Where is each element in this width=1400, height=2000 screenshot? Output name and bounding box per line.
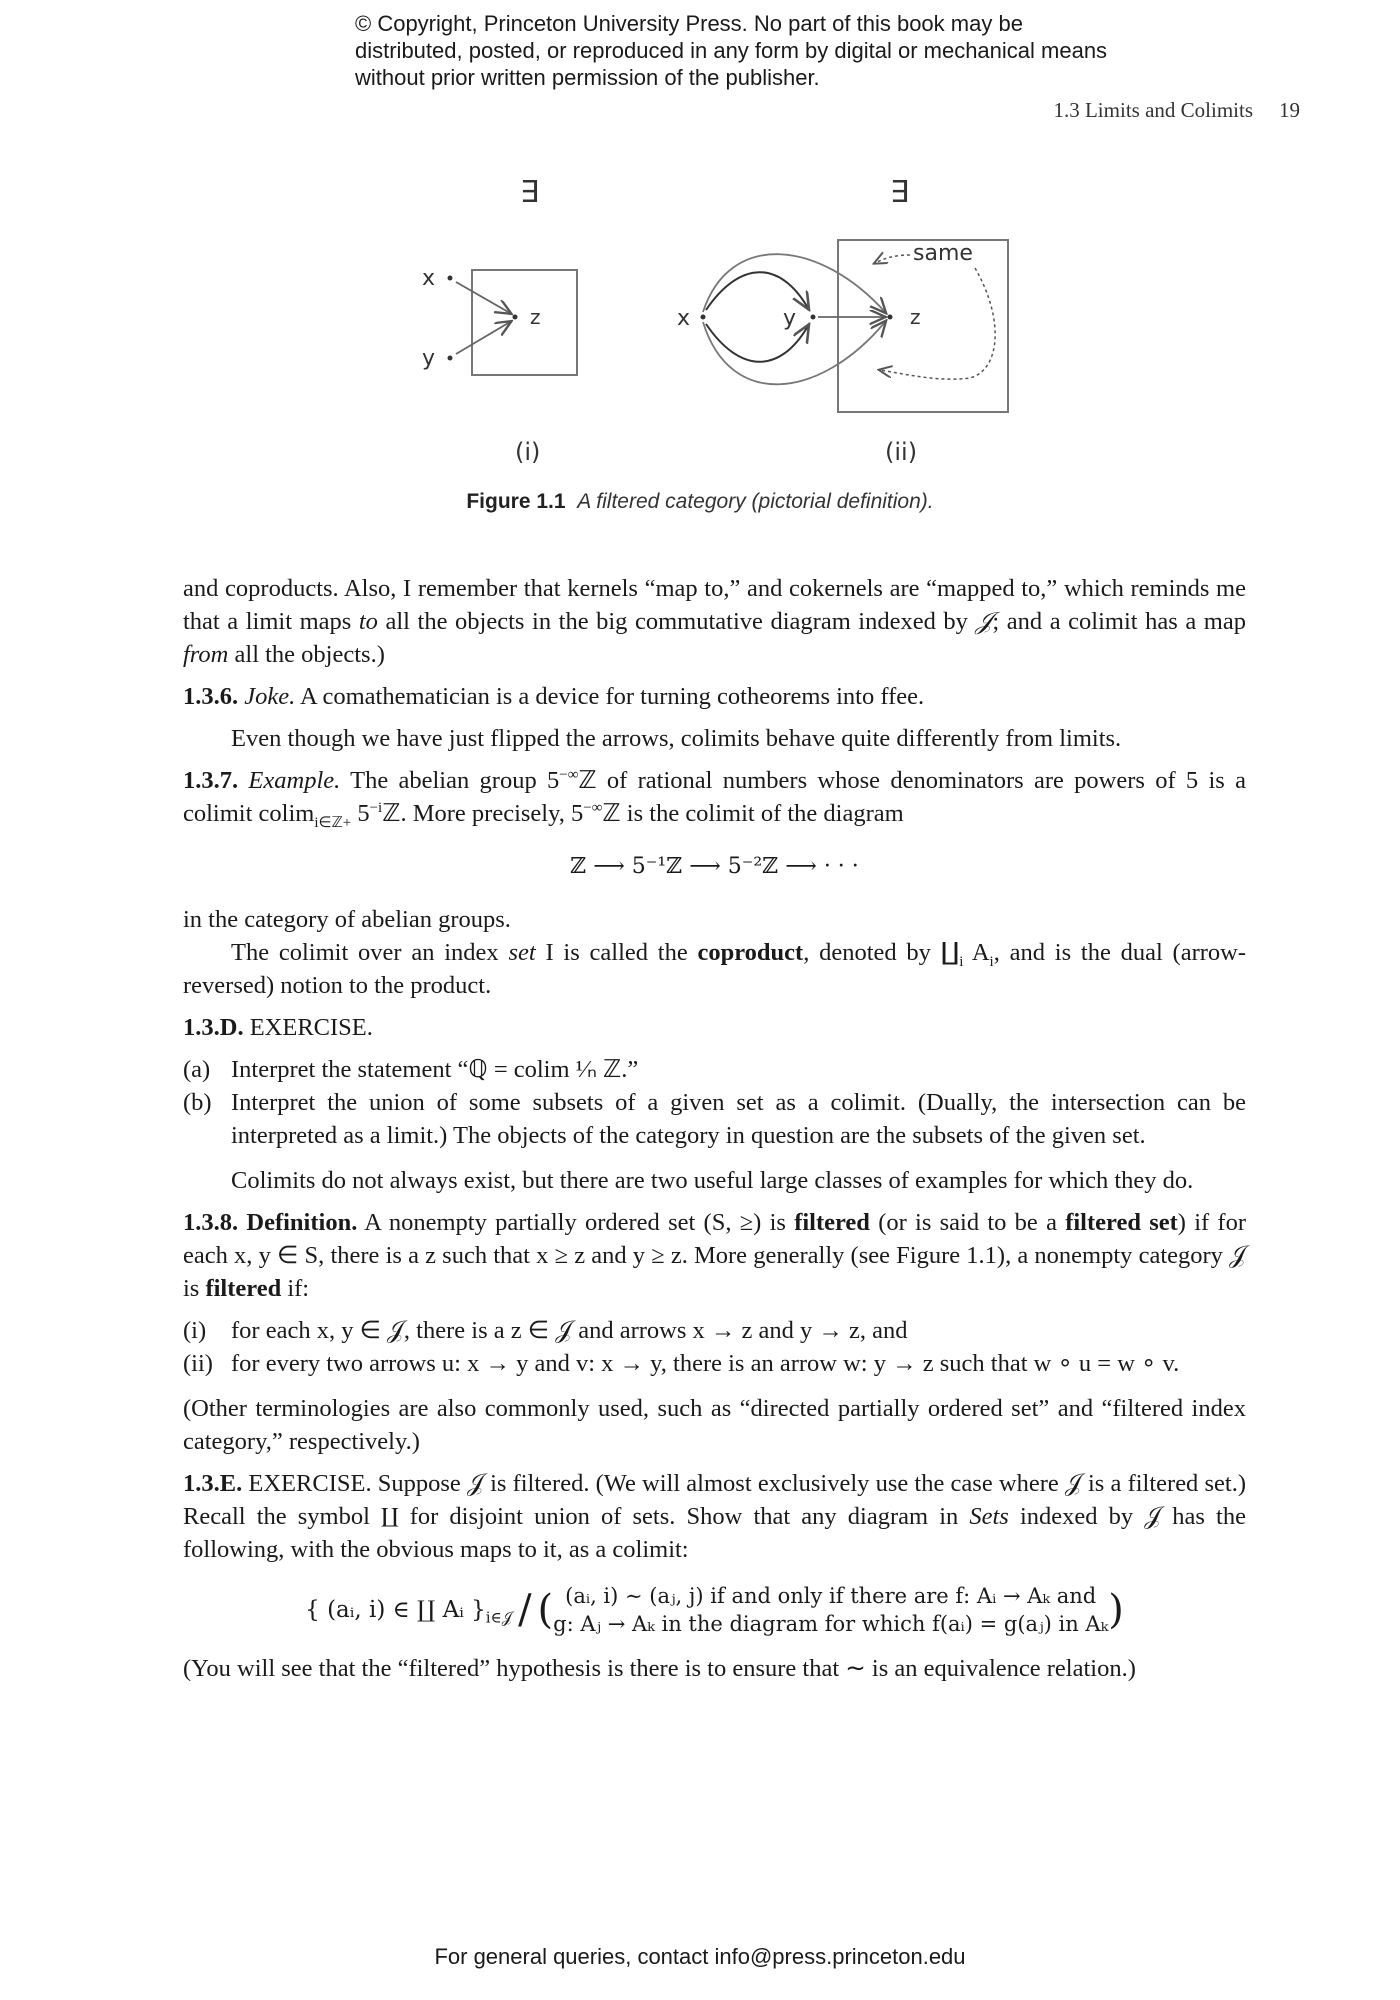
paragraph-flipped-arrows: Even though we have just flipped the arrows, colimits behave quite differently from limits. xyxy=(231,725,1122,752)
paragraph-kernels: and coproducts. Also, I remember that kernels “map to,” and cokernels are “mapped to,” which reminds me that a limit maps to all the objects in the big commutative diagram indexed by 𝒥; and a colimit has a map from all the objects.) xyxy=(183,575,1246,668)
colimit-formula xyxy=(183,1582,1246,1638)
point-z-ii xyxy=(888,315,893,320)
exercise-item-b: (b) Interpret the union of some subsets of a given set as a colimit. (Dually, the intersection can be interpreted as a limit.) The objects of the category in question are the subsets of the given set. xyxy=(183,1089,1246,1149)
figure-caption xyxy=(0,490,1400,514)
figure-drawing xyxy=(380,160,1020,480)
definition-1-3-8: 1.3.8. Definition. A nonempty partially ordered set (S, ≥) is filtered (or is said to be a filtered set) if for each x, y ∈ S, there is a z such that x ≥ z and y ≥ z. More generally (see Figure 1.1), a nonempty category 𝒥 is filtered if: xyxy=(183,1209,1246,1302)
point-z-i xyxy=(513,315,518,320)
z-box-i xyxy=(472,270,577,375)
paragraph-filtered-hypothesis: (You will see that the “filtered” hypothesis is there is to ensure that ∼ is an equivalence relation.) xyxy=(183,1655,1136,1682)
label-z-ii: z xyxy=(910,305,921,329)
figure-caption-text: A filtered category (pictorial definition). xyxy=(577,490,934,513)
footer-contact: For general queries, contact info@press.princeton.edu xyxy=(434,1944,966,1969)
point-x-ii xyxy=(701,315,706,320)
arrow-wv xyxy=(703,322,885,384)
colimit-diagram: ℤ ⟶ 5⁻¹ℤ ⟶ 5⁻²ℤ ⟶ · · · xyxy=(570,854,859,879)
point-y-i xyxy=(448,356,453,361)
exercise-1-3-D: 1.3.D. EXERCISE. xyxy=(183,1014,373,1041)
copyright-notice: © Copyright, Princeton University Press. No part of this book may be distributed, posted, or reproduced in any form by digital or mechanical means without prior written permission of the publisher. xyxy=(355,11,1108,90)
paragraph-joke: 1.3.6. Joke. A comathematician is a device for turning cotheorems into ffee. xyxy=(183,683,925,710)
formula-paren-close: ) xyxy=(1108,1586,1124,1633)
arrow-y-to-z-i xyxy=(456,322,510,354)
section-title: 1.3 Limits and Colimits xyxy=(1053,98,1253,122)
same-label: same xyxy=(913,241,973,266)
exists-symbol-ii: ∃ xyxy=(890,175,909,210)
paragraph-colimits-exist: Colimits do not always exist, but there are two useful large classes of examples for which they do. xyxy=(231,1167,1194,1194)
label-y-i: y xyxy=(422,346,436,371)
point-x-i xyxy=(448,276,453,281)
same-dashed-arrow-top xyxy=(875,255,910,263)
label-y-ii: y xyxy=(783,306,797,331)
paragraph-example: 1.3.7. Example. The abelian group 5−∞ℤ of rational numbers whose denominators are powers of 5 is a colimit colim$_{i\in ℤ+}$ $5^{-i}ℤ$. More precisely, 5−∞ℤ is the colimit of the diagram xyxy=(183,766,1246,831)
definition-item-ii: (ii) for every two arrows u: x → y and v: x → y, there is an arrow w: y → z such that w ∘ u = w ∘ v. xyxy=(183,1350,1180,1377)
page-number: 19 xyxy=(1279,98,1300,122)
paragraph-abelian-groups: in the category of abelian groups. xyxy=(183,906,511,933)
same-dashed-arrow-bottom xyxy=(880,268,995,379)
exercise-item-a: (a) Interpret the statement “ℚ = colim ¹⁄ₙ ℤ.” xyxy=(183,1056,639,1083)
panel-label-i: (i) xyxy=(515,438,541,466)
label-x-ii: x xyxy=(677,306,691,331)
figure-number: Figure 1.1 xyxy=(466,490,566,513)
formula-paren-open: ( xyxy=(537,1586,554,1633)
formula-relation: (aᵢ, i) ∼ (aⱼ, j) if and only if there are f: Aᵢ → Aₖ and g: Aⱼ → Aₖ in the diagram for which f(aᵢ) = g(aⱼ) in Aₖ xyxy=(553,1584,1109,1636)
exists-symbol-i: ∃ xyxy=(520,175,539,210)
label-z-i: z xyxy=(530,305,541,329)
body-text-upper xyxy=(183,572,1246,1685)
paragraph-coproduct: The colimit over an index set I is called the coproduct, denoted by $∐_i$ $A_i$, and is the dual (arrow-reversed) notion to the product. xyxy=(183,939,1246,999)
running-head xyxy=(1053,98,1300,123)
label-x-i: x xyxy=(422,266,436,291)
figure-filtered-category xyxy=(380,160,1020,480)
arrow-x-to-z-i xyxy=(456,282,510,313)
definition-item-i: (i) for each x, y ∈ 𝒥, there is a z ∈ 𝒥 and arrows x → z and y → z, and xyxy=(183,1317,908,1344)
exercise-1-3-E: 1.3.E. EXERCISE. Suppose 𝒥 is filtered. (We will almost exclusively use the case where 𝒥 is a filtered set.) Recall the symbol ∐ for disjoint union of sets. Show that any diagram in Sets indexed by 𝒥 has the following, with the obvious maps to it, as a colimit: xyxy=(183,1470,1246,1563)
formula-left: { (aᵢ, i) ∈ ∐ Aᵢ }$_{i\in 𝒥}$ xyxy=(305,1596,513,1627)
formula-quotient-slash: / xyxy=(518,1586,532,1633)
point-y-ii xyxy=(811,315,816,320)
paragraph-terminologies: (Other terminologies are also commonly used, such as “directed partially ordered set” and “filtered index category,” respectively.) xyxy=(183,1395,1246,1455)
panel-label-ii: (ii) xyxy=(885,438,918,466)
